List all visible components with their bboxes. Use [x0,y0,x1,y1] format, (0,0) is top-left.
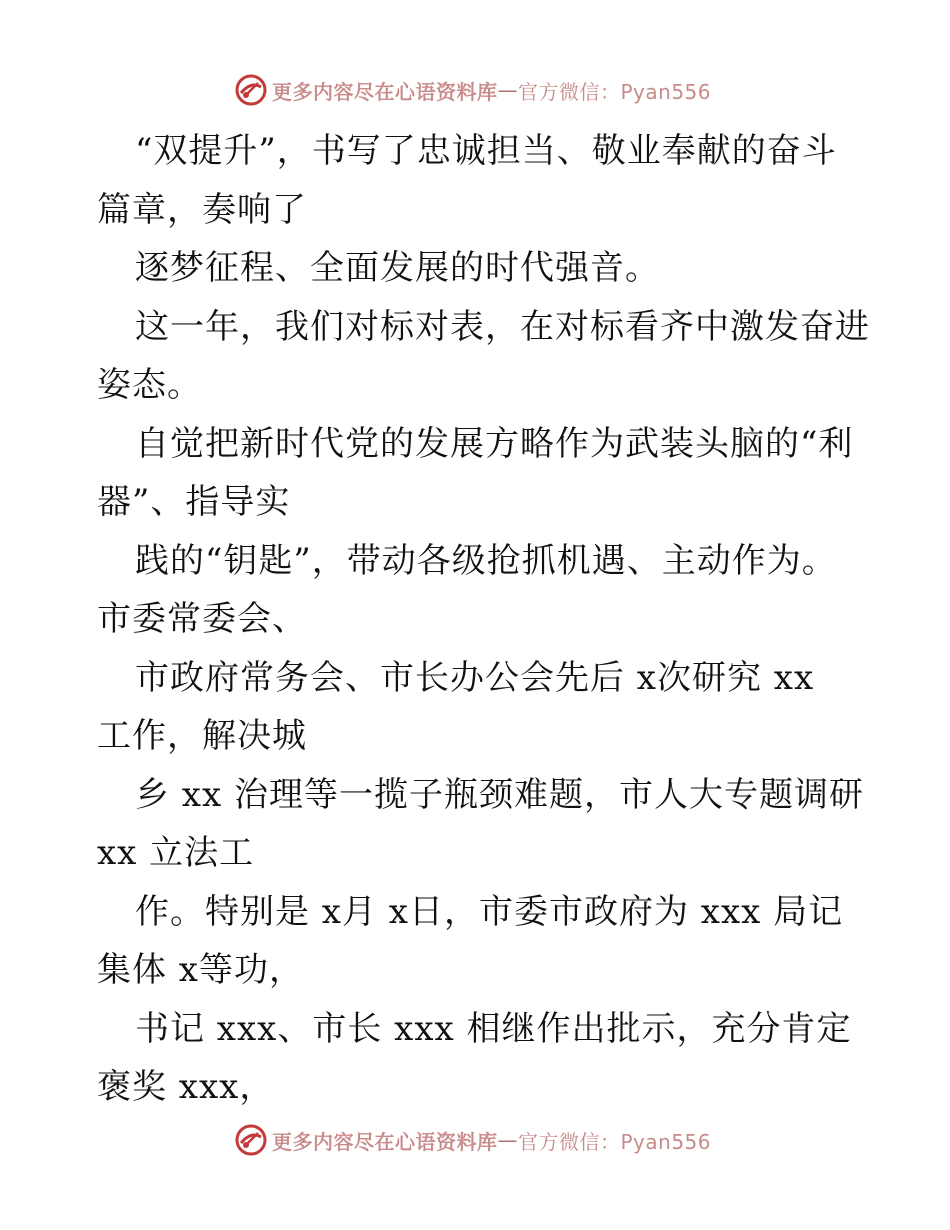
text-line: 书记 xxx、市长 xxx 相继作出批示，充分肯定 [135,1008,852,1049]
text-line: 践的“钥匙”，带动各级抢抓机遇、主动作为。 [135,540,837,581]
text-line: 姿态。 [97,365,202,405]
text-line: xx 立法工 [97,833,255,873]
book-logo-icon [234,1123,268,1157]
text-line: 器”、指导实 [97,482,291,522]
text-line: 市政府常务会、市长办公会先后 x次研究 xx [135,657,815,698]
text-line: 逐梦征程、全面发展的时代强音。 [135,248,660,288]
banner-title: 更多内容尽在心语资料库 [272,1129,498,1154]
text-line: 集体 x等功， [97,950,304,990]
banner-wechat: 官方微信：Pyan556 [518,79,712,104]
header-banner [234,72,734,108]
text-line: 褒奖 xxx， [97,1067,275,1107]
text-line: 市委常委会、 [97,599,307,639]
book-logo-icon [234,73,268,107]
text-line: 作。特别是 x月 x日，市委市政府为 xxx 局记 [135,891,844,932]
banner-separator: — [497,1128,518,1152]
text-line: 篇章，奏响了 [97,189,307,230]
text-line: 工作，解决城 [97,716,307,756]
text-line: 乡 xx 治理等一揽子瓶颈难题，市人大专题调研 [135,774,864,815]
document-body [97,122,870,1117]
banner-title: 更多内容尽在心语资料库 [272,79,498,104]
banner-wechat: 官方微信：Pyan556 [518,1129,712,1154]
banner-separator: — [497,78,518,102]
text-line: 自觉把新时代党的发展方略作为武装头脑的“利 [135,423,854,464]
text-line: “双提升”，书写了忠诚担当、敬业奉献的奋斗 [135,131,837,171]
text-line: 这一年，我们对标对表，在对标看齐中激发奋进 [135,306,870,347]
footer-banner [234,1122,734,1158]
